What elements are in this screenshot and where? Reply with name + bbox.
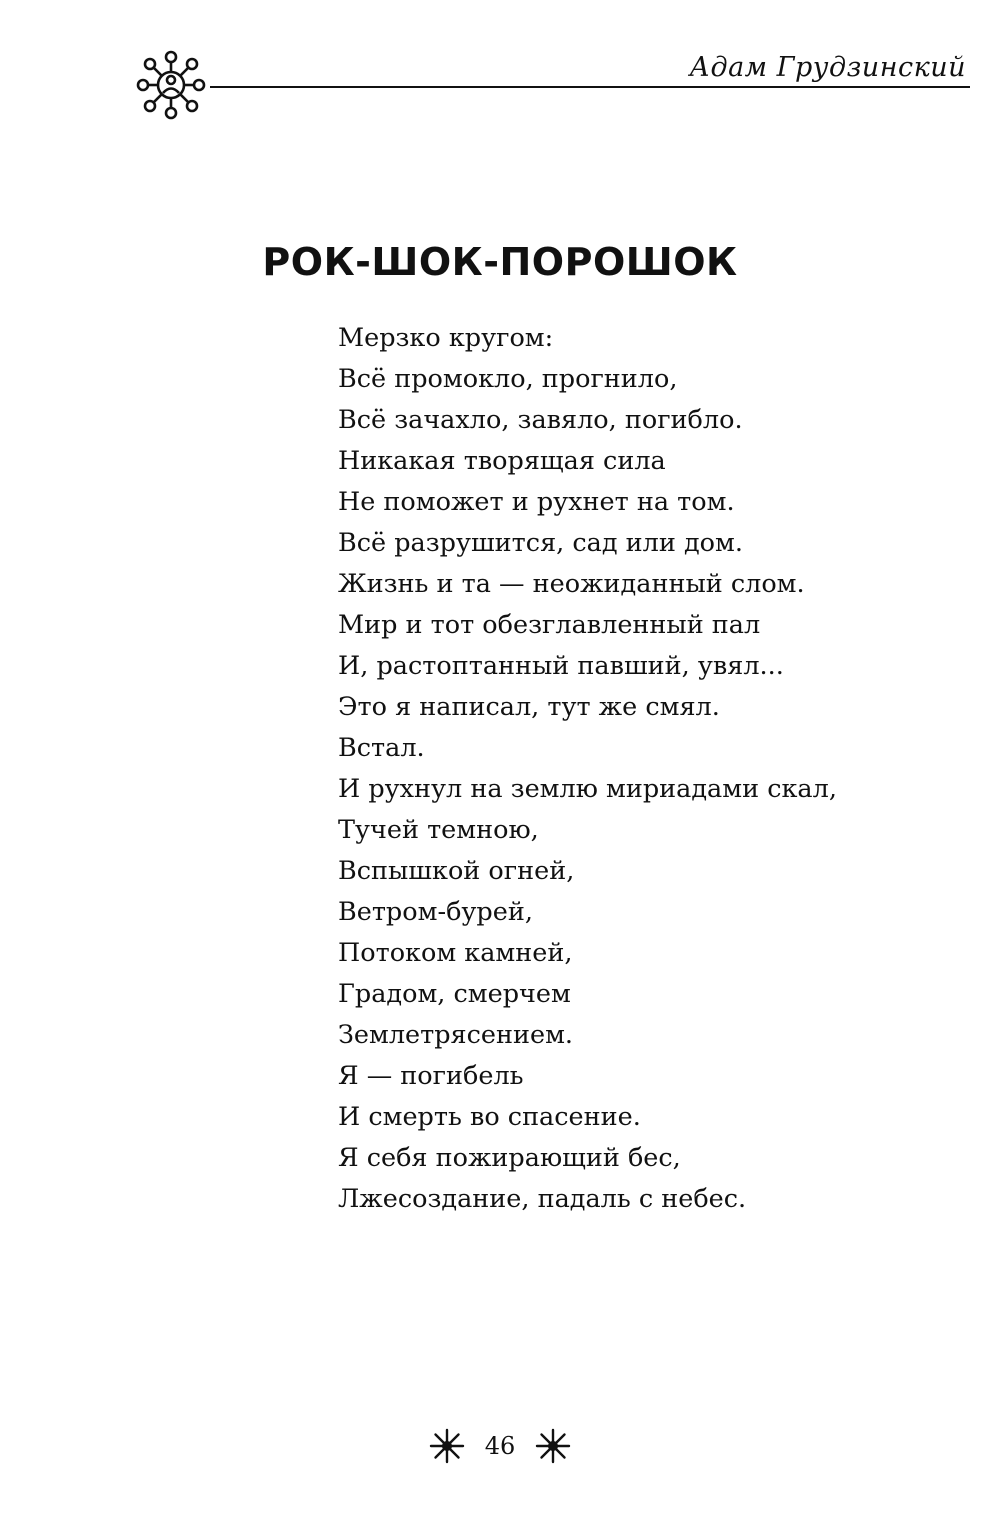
poem-line: Всё промокло, прогнило, bbox=[338, 364, 678, 394]
poem-line: И рухнул на землю мириадами скал, bbox=[338, 774, 837, 804]
poem-title: РОК-ШОК-ПОРОШОК bbox=[262, 240, 738, 284]
poem-line: Я — погибель bbox=[338, 1061, 524, 1091]
poem-line: Тучей темною, bbox=[338, 815, 539, 845]
poem-line: Жизнь и та — неожиданный слом. bbox=[338, 569, 805, 599]
poem-line: Не поможет и рухнет на том. bbox=[338, 487, 735, 517]
poem-line: Землетрясением. bbox=[338, 1020, 574, 1050]
star-ornament-icon bbox=[535, 1428, 571, 1464]
author-name: Адам Грудзинский bbox=[689, 52, 966, 83]
poem-line: Мир и тот обезглавленный пал bbox=[338, 610, 761, 640]
poem-line: Всё разрушится, сад или дом. bbox=[338, 528, 743, 558]
poem-line: Градом, смерчем bbox=[338, 979, 571, 1009]
poem-line: Вспышкой огней, bbox=[338, 856, 575, 886]
poem-line: Я себя пожирающий бес, bbox=[338, 1143, 681, 1173]
poem-body bbox=[338, 318, 837, 1220]
poem-line: Потоком камней, bbox=[338, 938, 573, 968]
header-rule bbox=[210, 86, 970, 88]
poem-line: Никакая творящая сила bbox=[338, 446, 666, 476]
poem-line: Лжесоздание, падаль с небес. bbox=[338, 1184, 747, 1214]
page-number: 46 bbox=[484, 1432, 516, 1460]
running-header bbox=[130, 44, 970, 124]
poem-line: Встал. bbox=[338, 733, 425, 763]
poem-line: Ветром-бурей, bbox=[338, 897, 533, 927]
poem-line: И смерть во спасение. bbox=[338, 1102, 641, 1132]
poem-line: Это я написал, тут же смял. bbox=[338, 692, 720, 722]
page-footer bbox=[0, 1428, 1000, 1468]
sun-ornament-icon bbox=[130, 44, 212, 126]
poem-line: Всё зачахло, завяло, погибло. bbox=[338, 405, 743, 435]
star-ornament-icon bbox=[429, 1428, 465, 1464]
poem-line: И, растоптанный павший, увял... bbox=[338, 651, 784, 681]
poem-line: Мерзко кругом: bbox=[338, 323, 554, 353]
